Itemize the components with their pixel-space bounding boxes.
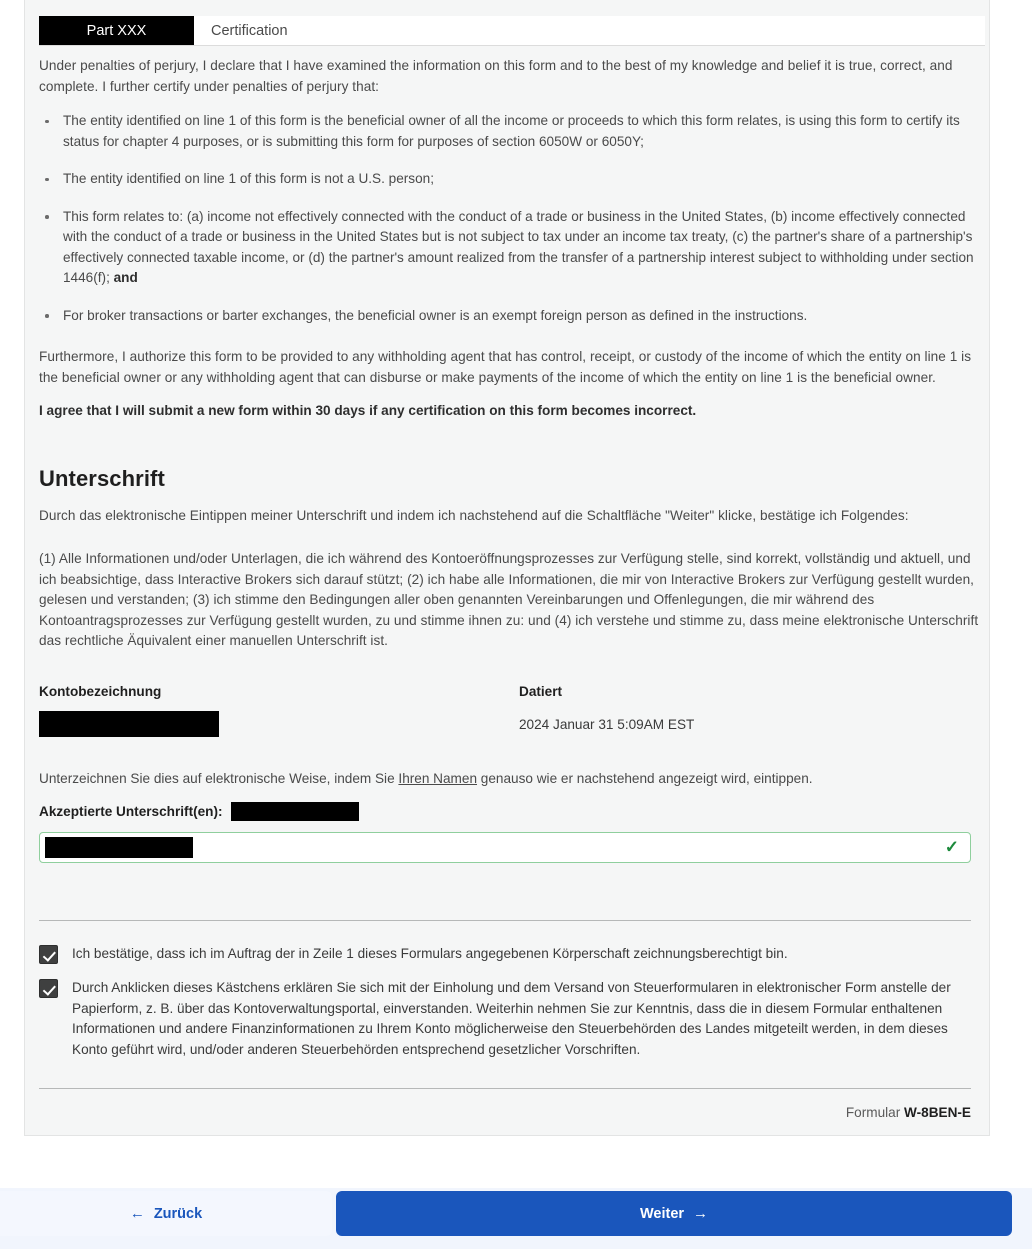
consent-label-electronic-delivery: Durch Anklicken dieses Kästchens erklären Sie sich mit der Einholung und dem Versand von Steuerformularen in elektronischer Form anstelle der Papierform, z. B. über das Kontoverwaltungsportal, einverstanden. Weiterhin nehmen Sie zur Kenntnis, dass die in diesem Formular enthaltenen Informationen und andere Finanzinformationen zu Ihrem Konto möglicherweise den Steuerbehörden des Landes mitgeteilt werden, in dem dieses Konto geführt wird, und/oder anderen Steuerbehörden entsprechend gesetzlicher Vorschriften. <box>72 980 951 1057</box>
consent-row-2[interactable] <box>39 978 985 1060</box>
card-body <box>39 56 985 1120</box>
certification-intro: Under penalties of perjury, I declare that I have examined the information on this form and to the best of my knowledge and belief it is true, correct, and complete. I further certify under penalties of perjury that: <box>39 58 953 94</box>
tab-certification[interactable] <box>194 16 304 45</box>
certification-furthermore: Furthermore, I authorize this form to be provided to any withholding agent that has control, receipt, or custody of the income of which the entity on line 1 is the beneficial owner or any withholding agent that can disburse or make payments of the income of which the entity on line 1 is the beneficial owner. <box>39 349 972 385</box>
certification-bullet-list <box>39 111 985 326</box>
check-valid-icon: ✓ <box>944 837 959 857</box>
action-bar <box>0 1188 1032 1249</box>
account-field-group <box>39 682 519 737</box>
your-name-link[interactable]: Ihren Namen <box>398 770 478 786</box>
signature-instruction <box>39 769 985 789</box>
certification-bullet <box>39 207 985 289</box>
certification-agree: I agree that I will submit a new form within 30 days if any certification on this form becomes incorrect. <box>39 403 697 418</box>
dated-value: 2024 Januar 31 5:09AM EST <box>519 716 695 732</box>
page-title: Unterschrift <box>39 465 165 491</box>
signature-input[interactable] <box>39 832 971 863</box>
accepted-signatures-row <box>39 802 985 821</box>
arrow-right-icon: → <box>693 1205 709 1222</box>
signature-instruction-before: Unterzeichnen Sie dies auf elektronische Weise, indem Sie <box>39 770 399 786</box>
signature-intro: Durch das elektronische Eintippen meiner Unterschrift und indem ich nachstehend auf die Schaltfläche "Weiter" klicke, bestätige ich Folgendes: <box>39 507 909 523</box>
signature-fields-row <box>39 682 985 737</box>
certification-bullet <box>39 169 985 190</box>
divider-above-consents <box>39 920 971 921</box>
certification-bullet-text: This form relates to: (a) income not effectively connected with the conduct of a trade or business in the United States, (b) income effectively connected with the conduct of a trade or business in the United States but is not subject to tax under an income tax treaty, (c) the partner's share of a partnership's effectively connected taxable income, or (d) the partner's amount realized from the transfer of a partnership interest subject to withholding under section 1446(f); <box>63 208 974 285</box>
certification-bullet <box>39 306 985 327</box>
tab-part-xxx-label: Part XXX <box>86 22 147 39</box>
arrow-left-icon: ← <box>129 1205 145 1222</box>
tab-certification-label: Certification <box>211 22 288 39</box>
account-value-redacted <box>39 711 219 737</box>
accepted-signatures-label: Akzeptierte Unterschrift(en): <box>39 803 223 819</box>
dated-field-group <box>519 682 979 737</box>
signature-instruction-after: genauso wie er nachstehend angezeigt wird, eintippen. <box>477 770 813 786</box>
account-label: Kontobezeichnung <box>39 683 162 699</box>
certification-card <box>24 0 990 1136</box>
certification-bullet <box>39 111 985 152</box>
consent-checkbox-electronic-delivery[interactable] <box>39 979 58 998</box>
form-identifier <box>39 1105 971 1120</box>
certification-bullet-emphasis: and <box>113 270 138 285</box>
consent-checkbox-authorized[interactable] <box>39 945 58 964</box>
signature-terms: (1) Alle Informationen und/oder Unterlagen, die ich während des Kontoeröffnungsprozesses zur Verfügung stelle, sind korrekt, vollständig und aktuell, und ich beabsichtige, dass Interactive Brokers sich darauf stützt; (2) ich habe alle Informationen, die mir von Interactive Brokers zur Verfügung gestellt wurden, gelesen und verstanden; (3) ich stimme den Bedingungen aller oben genannten Vereinbarungen und Offenlegungen, die mir während des Kontoantragsprozesses zur Verfügung gestellt wurden, zu und stimme ihnen zu: und (4) ich verstehe und stimme zu, dass meine elektronische Unterschrift das rechtliche Äquivalent einer manuellen Unterschrift ist. <box>39 551 979 648</box>
next-button-label: Weiter <box>639 1205 685 1222</box>
signature-input-value-redacted <box>45 837 193 858</box>
consent-label-authorized: Ich bestätige, dass ich im Auftrag der in Zeile 1 dieses Formulars angegebenen Körperschaft zeichnungsberechtigt bin. <box>72 945 788 961</box>
consent-row-1[interactable] <box>39 944 985 965</box>
form-identifier-name: W-8BEN-E <box>904 1105 971 1120</box>
back-button-label: Zurück <box>153 1205 203 1222</box>
certification-bullet-text: The entity identified on line 1 of this form is the beneficial owner of all the income or proceeds to which this form relates, is using this form to certify its status for chapter 4 purposes, or is submitting this form for purposes of section 6050W or 6050Y; <box>63 113 960 149</box>
certification-bullet-text: For broker transactions or barter exchanges, the beneficial owner is an exempt foreign person as defined in the instructions. <box>63 307 808 323</box>
next-button[interactable] <box>336 1191 1012 1236</box>
dated-label: Datiert <box>519 683 563 699</box>
tab-bar <box>39 16 985 46</box>
certification-bullet-text: The entity identified on line 1 of this form is not a U.S. person; <box>63 171 435 186</box>
tab-part-xxx[interactable] <box>39 16 194 45</box>
form-identifier-prefix: Formular <box>845 1105 905 1120</box>
accepted-signatures-value-redacted <box>231 802 359 821</box>
divider-above-form-id <box>39 1088 971 1089</box>
back-button[interactable] <box>0 1191 332 1236</box>
